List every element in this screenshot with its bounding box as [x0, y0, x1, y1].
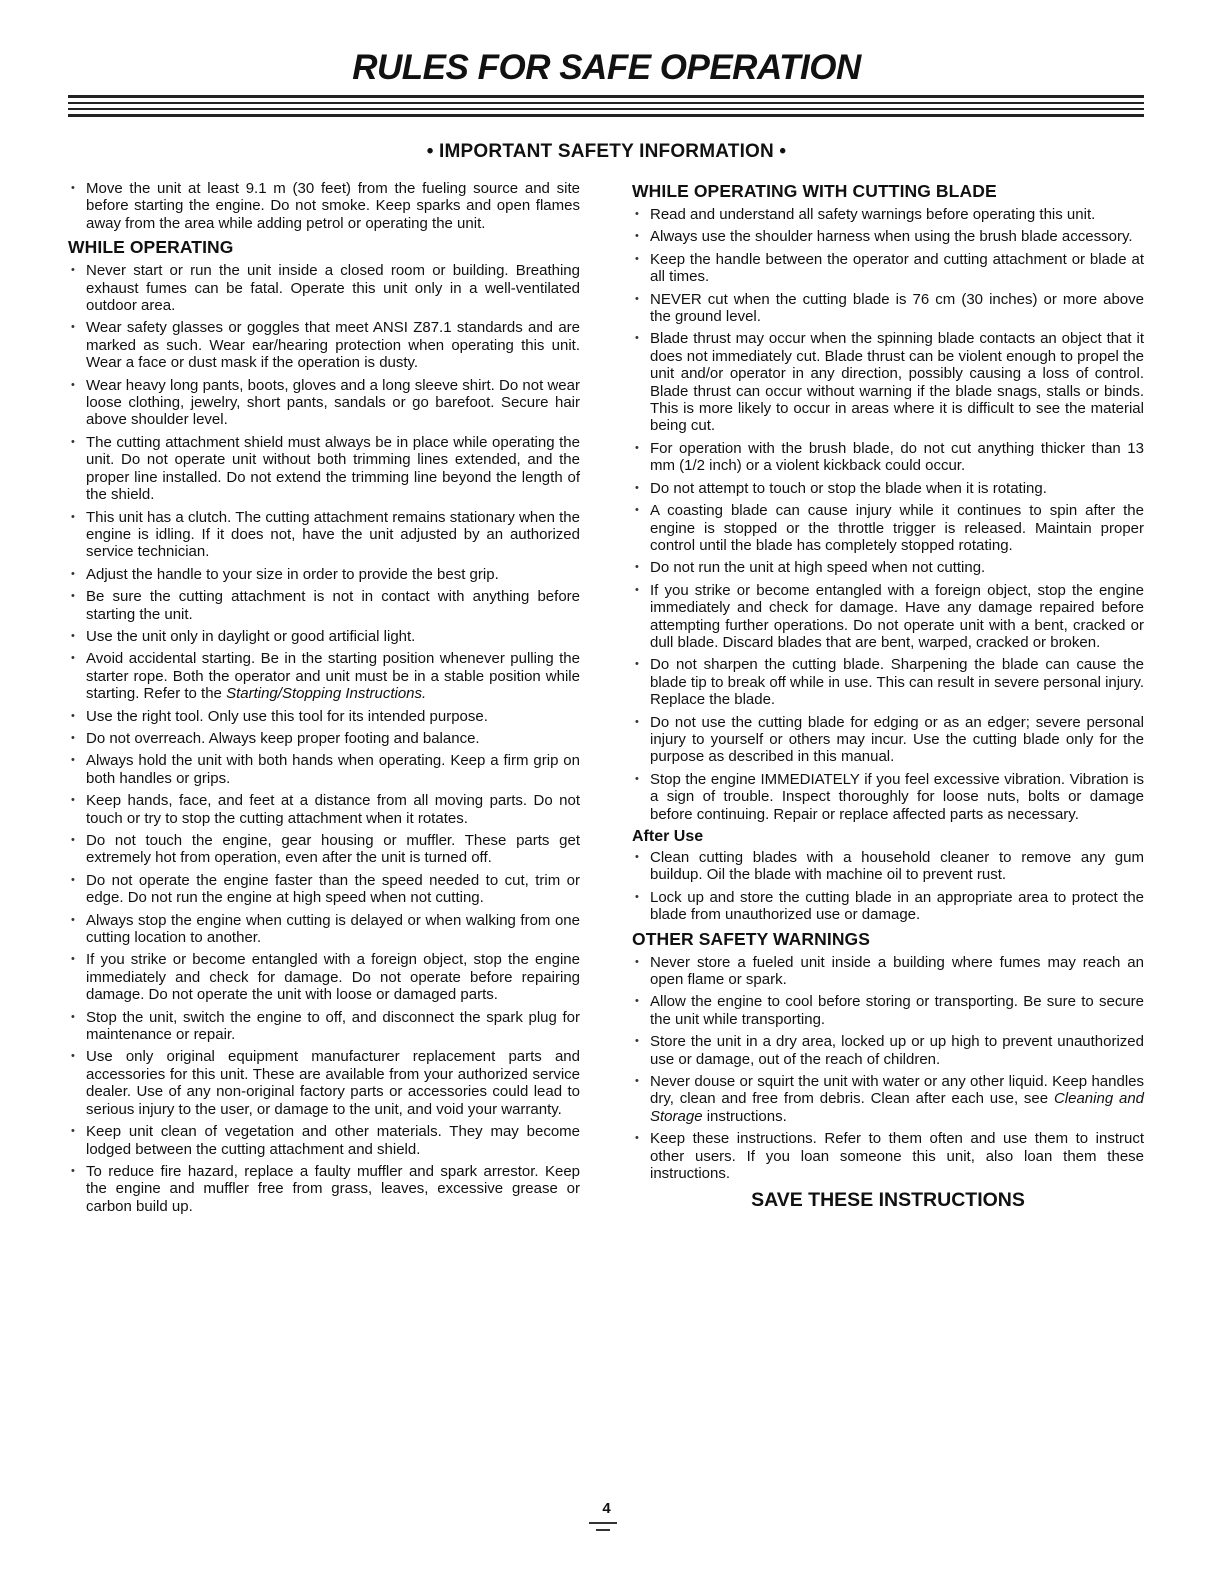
instruction-reference: Cleaning and Storage: [650, 1090, 1145, 1125]
page-number: 4: [602, 1500, 611, 1517]
list-item: • Do not run the unit at high speed when not cutting.: [632, 559, 1144, 576]
list-item: • Keep hands, face, and feet at a distance from all moving parts. Do not touch or try to stop the cutting attachment when it rotates.: [68, 792, 580, 827]
list-item: • Lock up and store the cutting blade in an appropriate area to protect the blade from unauthorized use or damage.: [632, 889, 1144, 924]
list-item: • Keep unit clean of vegetation and other materials. They may become lodged between the cutting attachment and shield.: [68, 1123, 580, 1158]
save-instructions-heading: SAVE THESE INSTRUCTIONS: [751, 1188, 1025, 1211]
other-warnings-list: [632, 954, 1144, 1183]
intro-list: [68, 180, 580, 232]
list-item: • Stop the engine IMMEDIATELY if you feel excessive vibration. Vibration is a sign of trouble. Inspect thoroughly for loose nuts, bolts or damage before continuing. Repair or replace affected parts as necessary.: [632, 771, 1144, 823]
list-item: • Always hold the unit with both hands when operating. Keep a firm grip on both handles or grips.: [68, 752, 580, 787]
list-item: • Wear heavy long pants, boots, gloves and a long sleeve shirt. Do not wear loose clothing, jewelry, short pants, sandals or go barefoot. Secure hair above shoulder level.: [68, 377, 580, 429]
list-item: • Clean cutting blades with a household cleaner to remove any gum buildup. Oil the blade with machine oil to prevent rust.: [632, 849, 1144, 884]
list-item: • Never start or run the unit inside a closed room or building. Breathing exhaust fumes can be fatal. Operate this unit only in a well-ventilated outdoor area.: [68, 262, 580, 314]
list-item: • Keep these instructions. Refer to them often and use them to instruct other users. If you loan someone this unit, also loan them these instructions.: [632, 1130, 1144, 1182]
list-item: • Do not sharpen the cutting blade. Sharpening the blade can cause the blade tip to break off while in use. This can result in severe personal injury. Replace the blade.: [632, 656, 1144, 708]
list-item: • If you strike or become entangled with a foreign object, stop the engine immediately and check for damage. Do not operate before repairing damage. Do not operate the unit with loose or damaged parts.: [68, 951, 580, 1003]
section-subtitle: • IMPORTANT SAFETY INFORMATION •: [426, 141, 787, 162]
list-item: • Do not touch the engine, gear housing or muffler. These parts get extremely hot from operation, even after the unit is turned off.: [68, 832, 580, 867]
list-item: • A coasting blade can cause injury while it continues to spin after the engine is stopped or the throttle trigger is released. Maintain proper control until the blade has completely stopped rotating.: [632, 502, 1144, 554]
heading-cutting-blade: WHILE OPERATING WITH CUTTING BLADE: [632, 181, 997, 201]
list-item: • Never store a fueled unit inside a building where fumes may reach an open flame or spark.: [632, 954, 1144, 989]
list-item: • Adjust the handle to your size in order to provide the best grip.: [68, 566, 580, 583]
list-item: • The cutting attachment shield must always be in place while operating the unit. Do not operate unit without both trimming lines extended, and the proper line installed. Do not extend the trimming line beyond the length of the shield.: [68, 434, 580, 504]
list-item: • Use only original equipment manufacturer replacement parts and accessories for this unit. These are available from your authorized service dealer. Use of any non-original factory parts or accessories could lead to serious injury to the user, or damage to the unit, and void your warranty.: [68, 1048, 580, 1118]
list-item: • Do not operate the engine faster than the speed needed to cut, trim or edge. Do not run the engine at high speed when not cutting.: [68, 872, 580, 907]
list-item: • Do not attempt to touch or stop the blade when it is rotating.: [632, 480, 1144, 497]
list-item: • Be sure the cutting attachment is not in contact with anything before starting the unit.: [68, 588, 580, 623]
after-use-list: [632, 849, 1144, 924]
page-title: RULES FOR SAFE OPERATION: [352, 48, 861, 87]
list-item-text: Never douse or squirt the unit with water or any other liquid. Keep handles dry, clean and free from debris. Clean after each use, see: [650, 1073, 1144, 1108]
cutting-blade-list: [632, 206, 1144, 823]
list-item: • To reduce fire hazard, replace a faulty muffler and spark arrestor. Keep the engine and muffler free from grass, leaves, excessive grease or carbon build up.: [68, 1163, 580, 1215]
list-item: • NEVER cut when the cutting blade is 76 cm (30 inches) or more above the ground level.: [632, 291, 1144, 326]
list-item: • Stop the unit, switch the engine to off, and disconnect the spark plug for maintenance or repair.: [68, 1009, 580, 1044]
list-item: • Always stop the engine when cutting is delayed or when walking from one cutting location to another.: [68, 912, 580, 947]
heading-after-use: After Use: [632, 828, 704, 845]
list-item: • For operation with the brush blade, do not cut anything thicker than 13 mm (1/2 inch) or a violent kickback could occur.: [632, 440, 1144, 475]
list-item: • Do not overreach. Always keep proper footing and balance.: [68, 730, 580, 747]
list-item: • Allow the engine to cool before storing or transporting. Be sure to secure the unit while transporting.: [632, 993, 1144, 1028]
list-item: • Use the right tool. Only use this tool for its intended purpose.: [68, 708, 580, 725]
list-item: [68, 650, 580, 702]
left-column: [68, 180, 580, 1220]
list-item: • Wear safety glasses or goggles that meet ANSI Z87.1 standards and are marked as such. Wear ear/hearing protection when operating this unit. Wear a face or dust mask if the operation is dusty.: [68, 319, 580, 371]
list-item: • Keep the handle between the operator and cutting attachment or blade at all times.: [632, 251, 1144, 286]
right-column: [632, 180, 1144, 1212]
list-item: • Always use the shoulder harness when using the brush blade accessory.: [632, 228, 1144, 245]
list-item: • Move the unit at least 9.1 m (30 feet) from the fueling source and site before starting the engine. Do not smoke. Keep sparks and open flames away from the area while adding petrol or operating the unit.: [68, 180, 580, 232]
list-item-text: Avoid accidental starting. Be in the starting position whenever pulling the starter rope. Both the operator and unit must be in a stable position while starting. Refer to the: [86, 650, 580, 703]
while-operating-list: [68, 262, 580, 1215]
list-item: • Store the unit in a dry area, locked up or up high to prevent unauthorized use or damage, out of the reach of children.: [632, 1033, 1144, 1068]
heading-while-operating: WHILE OPERATING: [68, 237, 234, 258]
heading-other-warnings: OTHER SAFETY WARNINGS: [632, 928, 871, 949]
list-item: [632, 1073, 1144, 1125]
list-item: • Read and understand all safety warnings before operating this unit.: [632, 206, 1144, 223]
list-item: • Do not use the cutting blade for edging or as an edger; severe personal injury to yourself or others may incur. Use the cutting blade only for the purpose as described in this manual.: [632, 714, 1144, 766]
list-item: • Use the unit only in daylight or good artificial light.: [68, 628, 580, 645]
list-item: • Blade thrust may occur when the spinning blade contacts an object that it does not immediately cut. Blade thrust can be violent enough to propel the unit and/or operator in any direction, possibly causing a loss of control. Blade thrust can occur without warning if the blade snags, stalls or binds. This is more likely to occur in areas where it is difficult to see the material being cut.: [632, 330, 1144, 434]
list-item-text: instructions.: [706, 1107, 787, 1125]
instruction-reference: Starting/Stopping Instructions.: [226, 685, 427, 703]
page-number-underline: [589, 1522, 617, 1536]
title-rule-lines: [68, 95, 1144, 121]
list-item: • This unit has a clutch. The cutting attachment remains stationary when the engine is idling. If it does not, have the unit adjusted by an authorized service technician.: [68, 509, 580, 561]
list-item: • If you strike or become entangled with a foreign object, stop the engine immediately and check for damage. Have any damage repaired before attempting further operations. Do not operate unit with a bent, cracked or dull blade. Discard blades that are bent, warped, cracked or broken.: [632, 582, 1144, 652]
